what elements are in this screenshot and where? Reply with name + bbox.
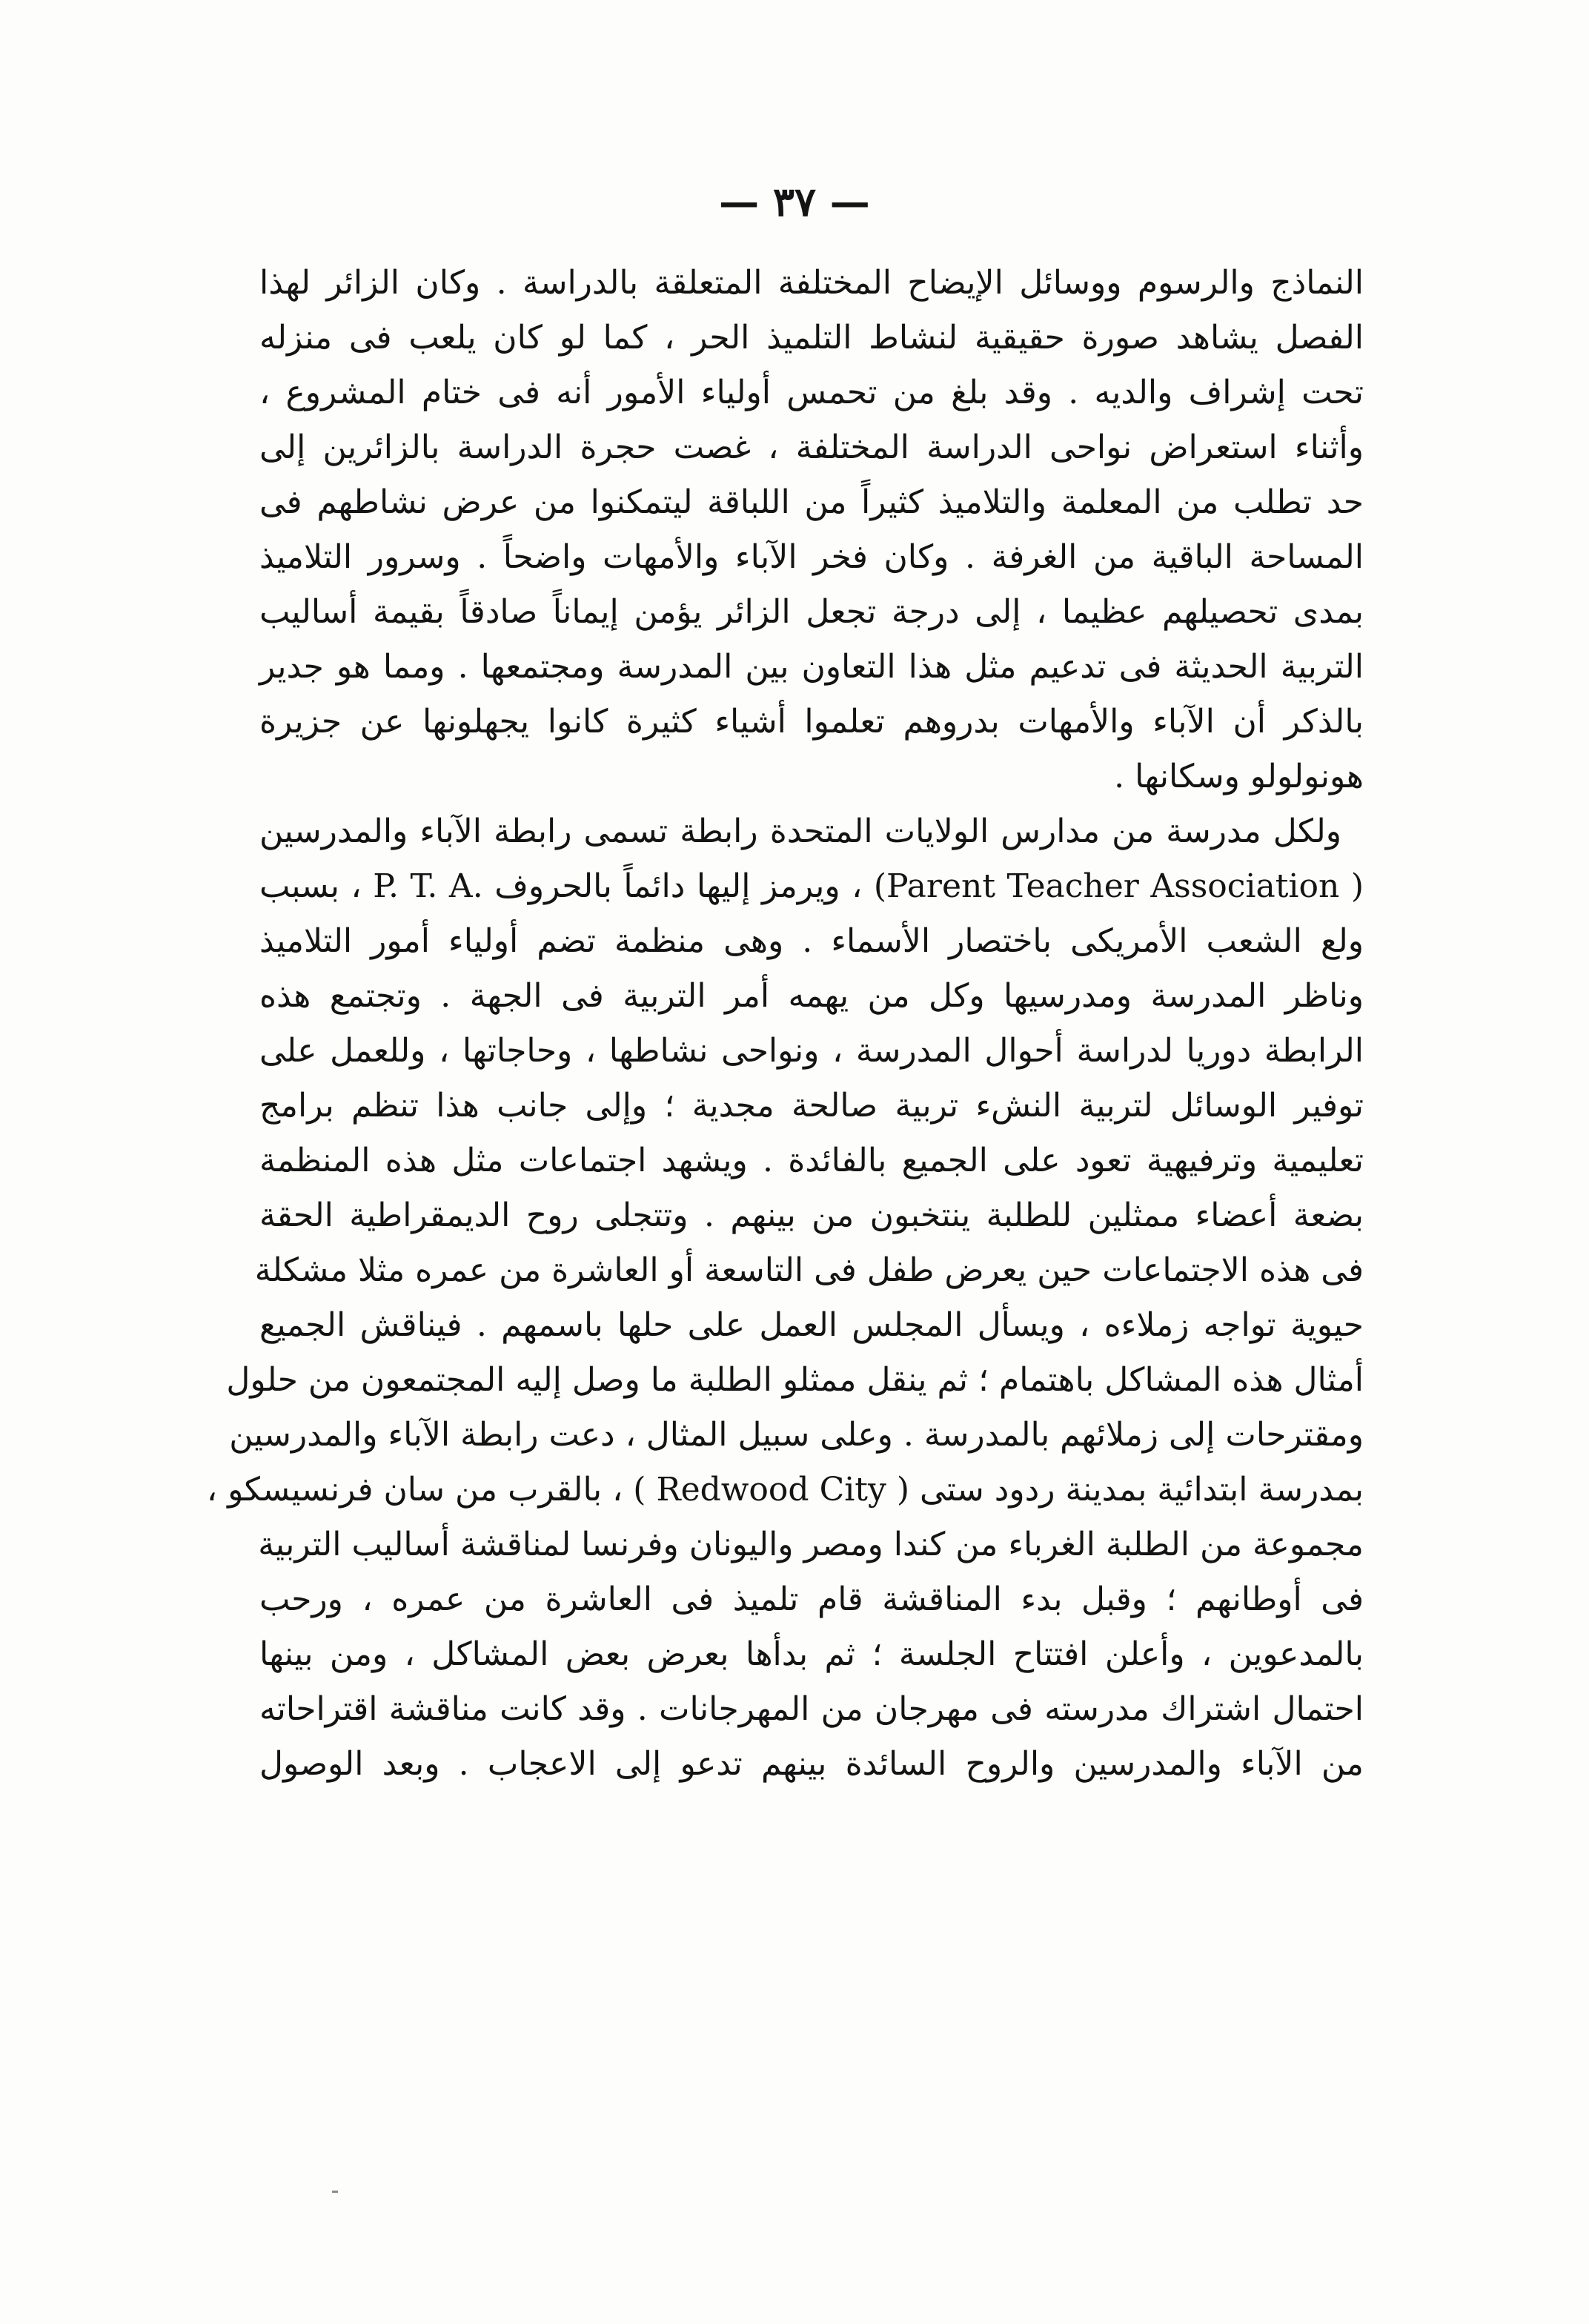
text-line: احتمال اشتراك مدرسته فى مهرجان من المهرجانات . وقد كانت مناقشة اقتراحاته bbox=[259, 1690, 1364, 1728]
text-line: بضعة أعضاء ممثلين للطلبة ينتخبون من بينهم . وتتجلى روح الديمقراطية الحقة bbox=[259, 1196, 1364, 1234]
text-line: تعليمية وترفيهية تعود على الجميع بالفائدة . ويشهد اجتماعات مثل هذه المنظمة bbox=[259, 1142, 1364, 1179]
text-line: ولكل مدرسة من مدارس الولايات المتحدة رابطة تسمى رابطة الآباء والمدرسين bbox=[259, 812, 1341, 850]
text-line-mixed bbox=[259, 859, 1364, 914]
text-line: الرابطة دوريا لدراسة أحوال المدرسة ، ونواحى نشاطها ، وحاجاتها ، وللعمل على bbox=[259, 1032, 1364, 1070]
text-line: حد تطلب من المعلمة والتلاميذ كثيراً من اللباقة ليتمكنوا من عرض نشاطهم فى bbox=[259, 483, 1364, 521]
print-speck bbox=[332, 2191, 338, 2193]
latin-text: Parent Teacher Association bbox=[886, 867, 1340, 905]
text-line: التربية الحديثة فى تدعيم مثل هذا التعاون بين المدرسة ومجتمعها . ومما هو جدير bbox=[259, 648, 1364, 686]
latin-text: Redwood City bbox=[656, 1471, 886, 1509]
text-line: ولع الشعب الأمريكى باختصار الأسماء . وهى منظمة تضم أولياء أمور التلاميذ bbox=[259, 922, 1364, 960]
text-line: وأثناء استعراض نواحى الدراسة المختلفة ، غصت حجرة الدراسة بالزائرين إلى bbox=[259, 428, 1364, 466]
text-line: بالذكر أن الآباء والأمهات بدروهم تعلموا أشياء كثيرة كانوا يجهلونها عن جزيرة bbox=[259, 703, 1364, 741]
text-line: مجموعة من الطلبة الغرباء من كندا ومصر واليونان وفرنسا لمناقشة أساليب التربية bbox=[258, 1526, 1364, 1563]
text-fragment: ، بسبب bbox=[259, 867, 374, 905]
text-fragment: ( bbox=[1339, 867, 1364, 905]
text-line: بمدى تحصيلهم عظيما ، إلى درجة تجعل الزائر يؤمن إيماناً صادقاً بقيمة أساليب bbox=[259, 593, 1364, 631]
text-fragment: ) ، ويرمز إليها دائماً بالحروف bbox=[482, 867, 887, 905]
text-line: ومقترحات إلى زملائهم بالمدرسة . وعلى سبيل المثال ، دعت رابطة الآباء والمدرسين bbox=[229, 1416, 1364, 1454]
text-line-mixed bbox=[206, 1463, 1364, 1517]
text-line: الفصل يشاهد صورة حقيقية لنشاط التلميذ الحر ، كما لو كان يلعب فى منزله bbox=[259, 319, 1364, 357]
text-line: النماذج والرسوم ووسائل الإيضاح المختلفة المتعلقة بالدراسة . وكان الزائر لهذا bbox=[259, 264, 1364, 302]
body-text bbox=[206, 256, 1364, 1792]
text-line: أمثال هذه المشاكل باهتمام ؛ ثم ينقل ممثلو الطلبة ما وصل إليه المجتمعون من حلول bbox=[226, 1361, 1364, 1399]
text-line: هونولولو وسكانها . bbox=[1114, 758, 1364, 795]
text-line: وناظر المدرسة ومدرسيها وكل من يهمه أمر التربية فى الجهة . وتجتمع هذه bbox=[259, 977, 1364, 1015]
text-line: المساحة الباقية من الغرفة . وكان فخر الآباء والأمهات واضحاً . وسرور التلاميذ bbox=[259, 538, 1364, 576]
abbreviation: P. T. A. bbox=[373, 867, 483, 905]
text-line: تحت إشراف والديه . وقد بلغ من تحمس أولياء الأمور أنه فى ختام المشروع ، bbox=[259, 374, 1364, 411]
text-fragment: ) ، بالقرب من سان فرنسيسكو ، bbox=[206, 1471, 657, 1509]
text-line: من الآباء والمدرسين والروح السائدة بينهم تدعو إلى الاعجاب . وبعد الوصول bbox=[259, 1745, 1364, 1783]
text-fragment: بمدرسة ابتدائية بمدينة ردود ستى ( bbox=[886, 1471, 1364, 1509]
page-number: — ٣٧ — bbox=[719, 178, 870, 225]
text-line: بالمدعوين ، وأعلن افتتاح الجلسة ؛ ثم بدأها بعرض بعض المشاكل ، ومن بينها bbox=[259, 1635, 1364, 1673]
text-line: فى هذه الاجتماعات حين يعرض طفل فى التاسعة أو العاشرة من عمره مثلا مشكلة bbox=[254, 1251, 1364, 1289]
text-line: توفير الوسائل لتربية النشء تربية صالحة مجدية ؛ وإلى جانب هذا تنظم برامج bbox=[259, 1087, 1364, 1125]
text-line: فى أوطانهم ؛ وقبل بدء المناقشة قام تلميذ فى العاشرة من عمره ، ورحب bbox=[259, 1580, 1364, 1618]
text-line: حيوية تواجه زملاءه ، ويسأل المجلس العمل على حلها باسمهم . فيناقش الجميع bbox=[259, 1306, 1364, 1344]
